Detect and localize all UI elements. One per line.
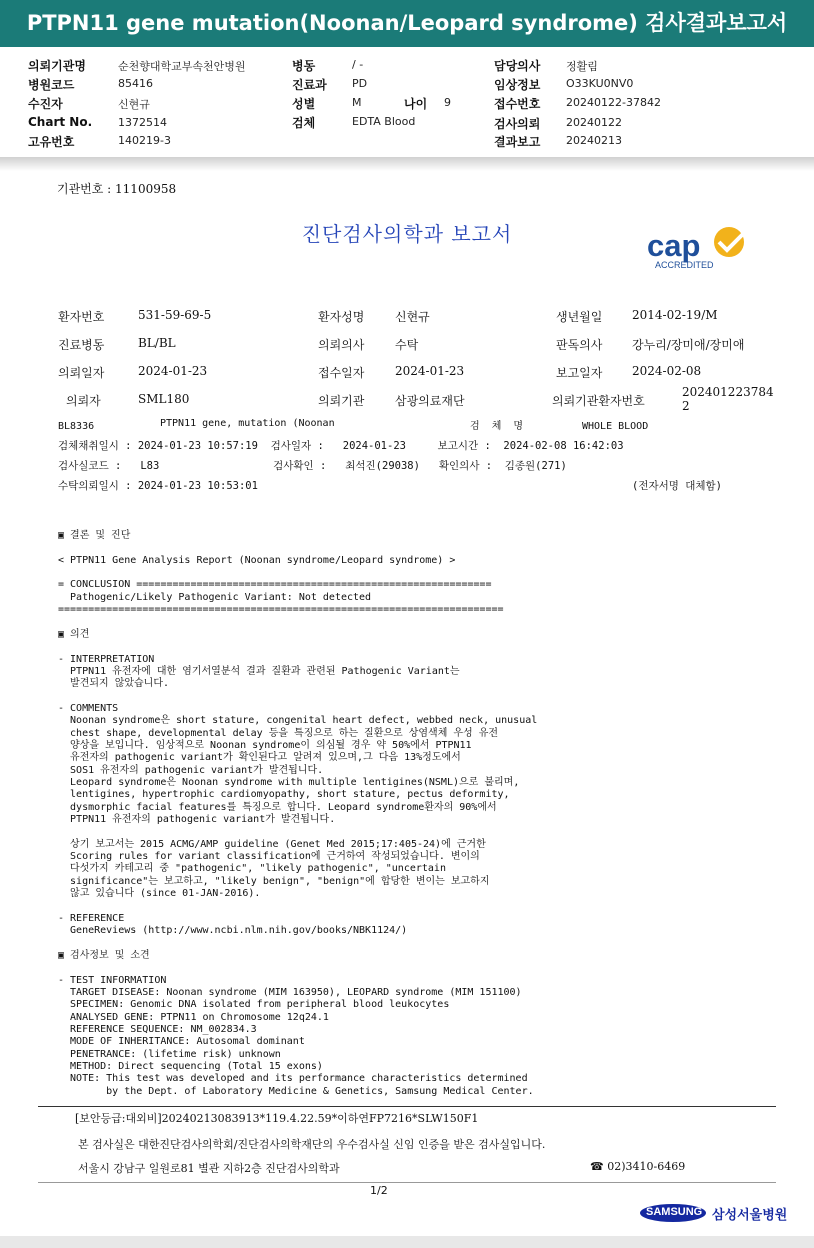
body-line: REFERENCE SEQUENCE: NM_002834.3 — [58, 1024, 257, 1035]
test-code: BL8336 — [58, 421, 95, 432]
hospital-name: 삼성서울병원 — [712, 1208, 788, 1223]
page-bottom-bar — [0, 1236, 814, 1248]
body-line: SPECIMEN: Genomic DNA isolated from peripheral blood leukocytes — [58, 999, 450, 1011]
samsung-logo — [640, 1204, 706, 1222]
body-line: by the Dept. of Laboratory Medicine & Genetics, Samsung Medical Center. — [58, 1085, 534, 1097]
info-label: 임상정보 — [494, 78, 541, 92]
patient-label: 의뢰기관환자번호 — [552, 394, 645, 408]
info-label: 검사의뢰 — [494, 117, 541, 131]
patient-value: 2024-01-23 — [138, 364, 208, 378]
body-line: - REFERENCE — [58, 912, 125, 924]
body-line: chest shape, developmental delay 등을 특징으로 하는 질환으로 상염색체 우성 유전 — [58, 727, 499, 739]
body-line: 양상을 보입니다. 임상적으로 Noonan syndrome이 의심될 경우 약 50%에서 PTPN11 — [58, 739, 472, 751]
info-label: 검체 — [292, 116, 316, 130]
patient-label: 보고일자 — [556, 366, 603, 380]
patient-value: 531-59-69-5 — [138, 308, 212, 322]
body-line: dysmorphic facial features를 특징으로 합니다. Leopard syndrome환자의 90%에서 — [58, 801, 497, 813]
info-label: 진료과 — [292, 78, 327, 92]
info-label: 의뢰기관명 — [28, 59, 86, 73]
body-line: 유전자의 pathogenic variant가 확인된다고 알려져 있으며,그 다음 13%정도에서 — [58, 752, 461, 764]
patient-label: 환자번호 — [58, 310, 105, 324]
body-line: Noonan syndrome은 short stature, congenital heart defect, webbed neck, unusual — [58, 715, 538, 727]
patient-value: 202401223784 2 — [682, 385, 774, 413]
section-heading: ▣ 결론 및 진단 — [58, 530, 131, 541]
patient-value: BL/BL — [138, 336, 176, 350]
body-line: NOTE: This test was developed and its performance characteristics determined — [58, 1073, 528, 1085]
patient-label: 의뢰의사 — [318, 338, 365, 352]
security-line: [보안등급:대외비]20240213083913*119.4.22.59*이하연FP7216*SLW150F1 — [75, 1112, 479, 1125]
lab-address: 서울시 강남구 일원로81 별관 지하2층 진단검사의학과 — [78, 1162, 340, 1175]
test-name: PTPN11 gene, mutation (Noonan — [160, 418, 335, 429]
patient-value: 삼광의료재단 — [395, 394, 465, 408]
body-line: 않고 있습니다 (since 01-JAN-2016). — [58, 888, 261, 900]
cap-sub: ACCREDITED — [655, 260, 714, 270]
info-value: 신현규 — [118, 98, 150, 111]
specimen-label: 검 체 명 — [470, 421, 524, 432]
cap-accredited-logo — [645, 224, 755, 274]
specimen-value: WHOLE BLOOD — [582, 421, 649, 432]
test-row: 검사실코드 : L83 검사확인 : 최석진(29038) 확인의사 : 김종원(271) — [58, 460, 567, 472]
section-heading: ▣ 의견 — [58, 628, 90, 640]
info-label: 성별 — [292, 97, 316, 111]
institution-number: 기관번호 : 11100958 — [57, 182, 177, 196]
body-line: significance"는 보고하고, "likely benign", "benign"에 합당한 변이는 보고하지 — [58, 875, 490, 887]
patient-label: 접수일자 — [318, 366, 365, 380]
patient-value: 2014-02-19/M — [632, 308, 718, 322]
patient-value: SML180 — [138, 392, 190, 406]
patient-value: 신현규 — [395, 310, 430, 324]
body-line: METHOD: Direct sequencing (Total 15 exons) — [58, 1061, 323, 1073]
samsung-wordmark: SAMSUNG — [646, 1206, 703, 1218]
patient-label: 의뢰자 — [66, 394, 101, 408]
report-title: 진단검사의학과 보고서 — [301, 222, 513, 246]
body-line: SOS1 유전자의 pathogenic variant가 발견됩니다. — [58, 764, 324, 776]
body-line: 발견되지 않았습니다. — [58, 678, 170, 690]
body-line: PTPN11 유전자의 pathogenic variant가 발견됩니다. — [58, 814, 336, 826]
info-value: 20240213 — [566, 134, 622, 147]
patient-value: 2024-01-23 — [395, 364, 465, 378]
body-line: MODE OF INHERITANCE: Autosomal dominant — [58, 1036, 305, 1048]
body-line: PENETRANCE: (lifetime risk) unknown — [58, 1048, 281, 1060]
info-label: 수진자 — [28, 97, 63, 111]
body-line: ANALYSED GENE: PTPN11 on Chromosome 12q24.1 — [58, 1011, 329, 1023]
info-value: 20240122-37842 — [566, 96, 661, 109]
info-value: 85416 — [118, 77, 153, 90]
body-line: Leopard syndrome은 Noonan syndrome with multiple lentigines(NSML)으로 불리며, — [58, 777, 520, 788]
patient-label: 진료병동 — [58, 338, 105, 352]
footer-top-rule — [38, 1106, 776, 1107]
patient-label: 의뢰일자 — [58, 366, 105, 380]
body-line: GeneReviews (http://www.ncbi.nlm.nih.gov/books/NBK1124/) — [58, 925, 408, 937]
info-value: 20240122 — [566, 116, 622, 129]
body-line: < PTPN11 Gene Analysis Report (Noonan syndrome/Leopard syndrome) > — [58, 554, 456, 566]
certification-text: 본 검사실은 대한진단검사의학회/진단검사의학재단의 우수검사실 신임 인증을 받은 검사실입니다. — [78, 1138, 546, 1151]
body-line: 다섯가지 카테고리 중 "pathogenic", "likely pathogenic", "uncertain — [58, 863, 446, 875]
footer-bottom-rule — [38, 1182, 776, 1183]
patient-label: 의뢰기관 — [318, 394, 365, 408]
body-line: 상기 보고서는 2015 ACMG/AMP guideline (Genet Med 2015;17:405-24)에 근거한 — [58, 838, 486, 850]
body-line: TARGET DISEASE: Noonan syndrome (MIM 163950), LEOPARD syndrome (MIM 151100) — [58, 986, 522, 998]
info-label: 병원코드 — [28, 78, 75, 92]
info-label: 접수번호 — [494, 97, 541, 111]
info-label: 병동 — [292, 59, 316, 73]
test-row: 수탁의뢰일시 : 2024-01-23 10:53:01 — [58, 480, 258, 492]
patient-value: 강누리/장미애/장미애 — [632, 338, 745, 352]
body-line: Scoring rules for variant classification에 근거하여 작성되었습니다. 변이의 — [58, 851, 480, 863]
body-line: lentigines, hypertrophic cardiomyopathy, short stature, pectus deformity, — [58, 789, 510, 801]
patient-label: 환자성명 — [318, 310, 365, 324]
body-line: - COMMENTS — [58, 702, 119, 714]
lab-phone: ☎ 02)3410-6469 — [590, 1160, 686, 1173]
info-value: / - — [352, 58, 364, 71]
age-label: 나이 — [404, 97, 428, 111]
body-line: PTPN11 유전자에 대한 염기서열분석 결과 질환과 관련된 Pathogenic Variant는 — [58, 665, 460, 677]
patient-value: 수탁 — [395, 338, 419, 352]
test-row: 검체채취일시 : 2024-01-23 10:57:19 검사일자 : 2024-01-23 보고시간 : 2024-02-08 16:42:03 — [58, 440, 624, 452]
patient-label: 생년월일 — [556, 310, 603, 324]
info-label: Chart No. — [28, 115, 93, 129]
info-value: 140219-3 — [118, 134, 171, 147]
report-header-title: PTPN11 gene mutation(Noonan/Leopard syndrome) 검사결과보고서 — [26, 11, 788, 35]
info-label: 담당의사 — [494, 59, 541, 73]
body-line: = CONCLUSION =========================================================== — [58, 579, 492, 591]
info-value: 순천향대학교부속천안병원 — [118, 60, 246, 73]
info-value: 1372514 — [118, 116, 167, 129]
section-heading: ▣ 검사정보 및 소견 — [58, 949, 150, 961]
body-line: ========================================================================== — [58, 604, 504, 616]
info-value: EDTA Blood — [352, 115, 416, 128]
patient-value: 2024-02-08 — [632, 364, 702, 378]
page-number: 1/2 — [370, 1184, 388, 1197]
request-info-grid — [0, 55, 814, 155]
body-line: - INTERPRETATION — [58, 653, 155, 665]
info-label: 결과보고 — [494, 135, 541, 149]
info-label: 고유번호 — [28, 135, 75, 149]
electronic-signature: (전자서명 대체함) — [632, 480, 722, 492]
patient-label: 판독의사 — [556, 338, 603, 352]
info-value: M — [352, 96, 362, 109]
section-divider — [0, 157, 814, 171]
info-value: 정활림 — [566, 60, 598, 73]
cap-brand: cap — [647, 228, 701, 263]
info-value: PD — [352, 77, 368, 90]
info-value: O33KU0NV0 — [566, 77, 634, 90]
body-line: - TEST INFORMATION — [58, 974, 167, 986]
age-value: 9 — [444, 96, 451, 109]
body-line: Pathogenic/Likely Pathogenic Variant: Not detected — [58, 591, 372, 603]
